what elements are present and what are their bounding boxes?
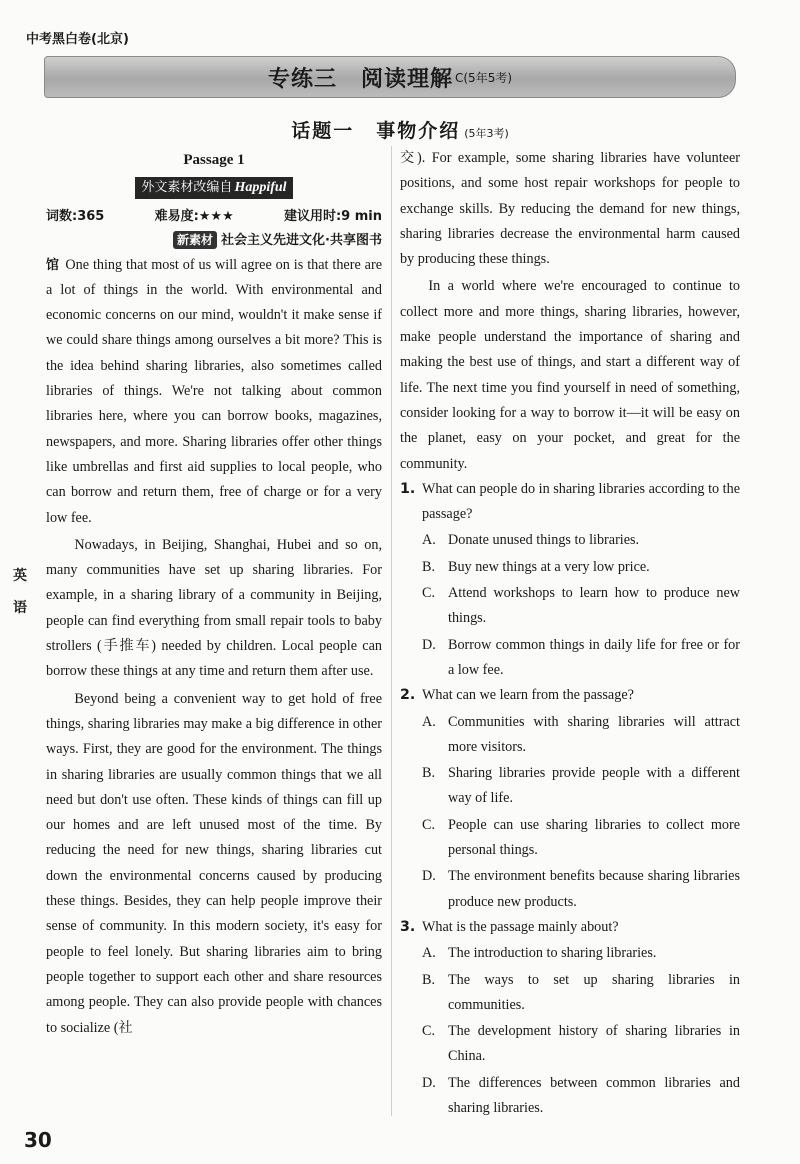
option-letter: D. bbox=[422, 1074, 436, 1091]
paragraph-1 bbox=[46, 253, 382, 531]
source-badge bbox=[135, 177, 292, 199]
topic-heading bbox=[0, 116, 800, 143]
option-letter: A. bbox=[422, 532, 436, 549]
option-letter: D. bbox=[422, 868, 436, 885]
option-b[interactable] bbox=[422, 761, 740, 812]
source-en: Happiful bbox=[234, 180, 287, 196]
section-banner bbox=[44, 56, 736, 98]
passage-meta bbox=[46, 205, 382, 229]
question-2 bbox=[400, 683, 740, 915]
lead-char: 馆 bbox=[46, 257, 60, 273]
option-letter: D. bbox=[422, 636, 436, 653]
option-text: People can use sharing libraries to collect more personal things. bbox=[448, 816, 740, 859]
option-a[interactable] bbox=[422, 528, 740, 553]
option-letter: A. bbox=[422, 713, 436, 730]
option-a[interactable] bbox=[422, 941, 740, 966]
option-d[interactable] bbox=[422, 633, 740, 684]
option-text: Sharing libraries provide people with a different way of life. bbox=[448, 765, 740, 807]
paragraph-2: Nowadays, in Beijing, Shanghai, Hubei and so on, many communities have set up sharing libraries. For example, in a sharing library of a community in Beijing, people can find everything from small repair tools to baby strollers (手推车) needed by children. Local people can borrow these things at any time and return them after use. bbox=[46, 536, 382, 680]
source-zh: 外文素材改编自 bbox=[141, 180, 233, 196]
question-number: 2. bbox=[400, 687, 416, 704]
material-tag-line bbox=[46, 229, 382, 253]
option-a[interactable] bbox=[422, 710, 740, 761]
word-count: 词数:365 bbox=[46, 208, 105, 224]
topic-note: (5年3考) bbox=[464, 127, 509, 140]
option-b[interactable] bbox=[422, 968, 740, 1019]
book-label: 中考黑白卷(北京) bbox=[26, 32, 129, 47]
new-material-tag: 新素材 bbox=[173, 231, 217, 249]
question-text: What can people do in sharing libraries according to the passage? bbox=[422, 480, 740, 523]
option-text: Communities with sharing libraries will attract more visitors. bbox=[448, 713, 740, 755]
difficulty: 难易度:★★★ bbox=[154, 208, 234, 224]
option-c[interactable] bbox=[422, 813, 740, 864]
question-1 bbox=[400, 477, 740, 683]
option-c[interactable] bbox=[422, 581, 740, 632]
source-line bbox=[46, 175, 382, 200]
option-text: The development history of sharing libraries in China. bbox=[448, 1023, 740, 1065]
option-letter: B. bbox=[422, 971, 436, 988]
option-letter: C. bbox=[422, 816, 436, 833]
option-b[interactable] bbox=[422, 555, 740, 580]
option-text: The environment benefits because sharing libraries produce new products. bbox=[448, 868, 740, 910]
option-text: Buy new things at a very low price. bbox=[448, 558, 650, 575]
topic-label: 话题一 bbox=[291, 120, 355, 142]
paragraph-3: Beyond being a convenient way to get hold of free things, sharing libraries may make a big difference in other ways. First, they are good for the environment. The things in sharing libraries are usually common things that we all need but don't use often. These kinds of things can fill up our homes and are left unused most of the time. By reducing the need for new things, sharing libraries cut down the environmental concerns caused by producing these things. Besides, they can help people improve their sense of community. In this modern society, it's easy for people to feel lonely. But sharing libraries aim to bring people together to support each other and share resources among people. They can also provide people with chances to socialize (社 bbox=[46, 690, 382, 1036]
subject-side-label bbox=[13, 560, 29, 624]
option-text: Borrow common things in daily life for free or for a low fee. bbox=[448, 636, 740, 678]
question-text: What is the passage mainly about? bbox=[422, 918, 619, 935]
right-column bbox=[400, 146, 740, 1121]
option-text: Attend workshops to learn how to produce new things. bbox=[448, 585, 740, 627]
question-number: 3. bbox=[400, 918, 416, 935]
option-d[interactable] bbox=[422, 1071, 740, 1122]
option-letter: A. bbox=[422, 945, 436, 962]
paragraph-3-continued: 交). For example, some sharing libraries have volunteer positions, and some host repair workshops for people to exchange skills. By reducing the demand for new things, sharing libraries decrease the environmental harm caused by producing these things. bbox=[400, 150, 740, 268]
paragraph-1-text: One thing that most of us will agree on is that there are a lot of things in the world. With environmental and economic concerns on our mind, wouldn't it make sense if we could share things among ourselves a bit more? This is the idea behind sharing libraries, also sometimes called libraries of things. We're not talking about common libraries here, where you can borrow books, magazines, newspapers, and more. Sharing libraries offer other things like umbrellas and first aid supplies to local people, who can borrow and return them, free of charge or for a very low fee. bbox=[46, 256, 382, 526]
section-title: 阅读理解 bbox=[360, 66, 453, 92]
side-char-2: 语 bbox=[13, 600, 27, 616]
passage-title: Passage 1 bbox=[183, 152, 245, 168]
question-number: 1. bbox=[400, 480, 416, 497]
option-text: The differences between common libraries and sharing libraries. bbox=[448, 1074, 740, 1116]
section-suffix: C(5年5考) bbox=[455, 70, 513, 85]
topic-title: 事物介绍 bbox=[376, 120, 461, 142]
section-label: 专练三 bbox=[267, 66, 337, 92]
question-3 bbox=[400, 915, 740, 1121]
option-d[interactable] bbox=[422, 864, 740, 915]
paragraph-4: In a world where we're encouraged to continue to collect more and more things, sharing libraries, however, make people understand the importance of sharing and making the best use of things, and start a different way of life. The next time you find yourself in need of something, consider looking for a way to borrow it—it will be easy on the planet, easy on your pocket, and great for the community. bbox=[400, 278, 740, 472]
option-letter: C. bbox=[422, 585, 436, 602]
suggested-time: 建议用时:9 min bbox=[283, 208, 382, 224]
option-letter: B. bbox=[422, 765, 436, 782]
material-tag-text: 社会主义先进文化·共享图书 bbox=[221, 232, 382, 248]
option-text: The introduction to sharing libraries. bbox=[448, 945, 657, 962]
page-number: 30 bbox=[24, 1128, 52, 1152]
question-text: What can we learn from the passage? bbox=[422, 687, 634, 704]
left-column bbox=[46, 146, 382, 1041]
option-c[interactable] bbox=[422, 1019, 740, 1070]
option-letter: B. bbox=[422, 558, 436, 575]
option-text: Donate unused things to libraries. bbox=[448, 532, 640, 549]
option-letter: C. bbox=[422, 1023, 436, 1040]
column-divider bbox=[391, 146, 392, 1116]
side-char-1: 英 bbox=[13, 568, 27, 584]
option-text: The ways to set up sharing libraries in communities. bbox=[448, 971, 740, 1013]
